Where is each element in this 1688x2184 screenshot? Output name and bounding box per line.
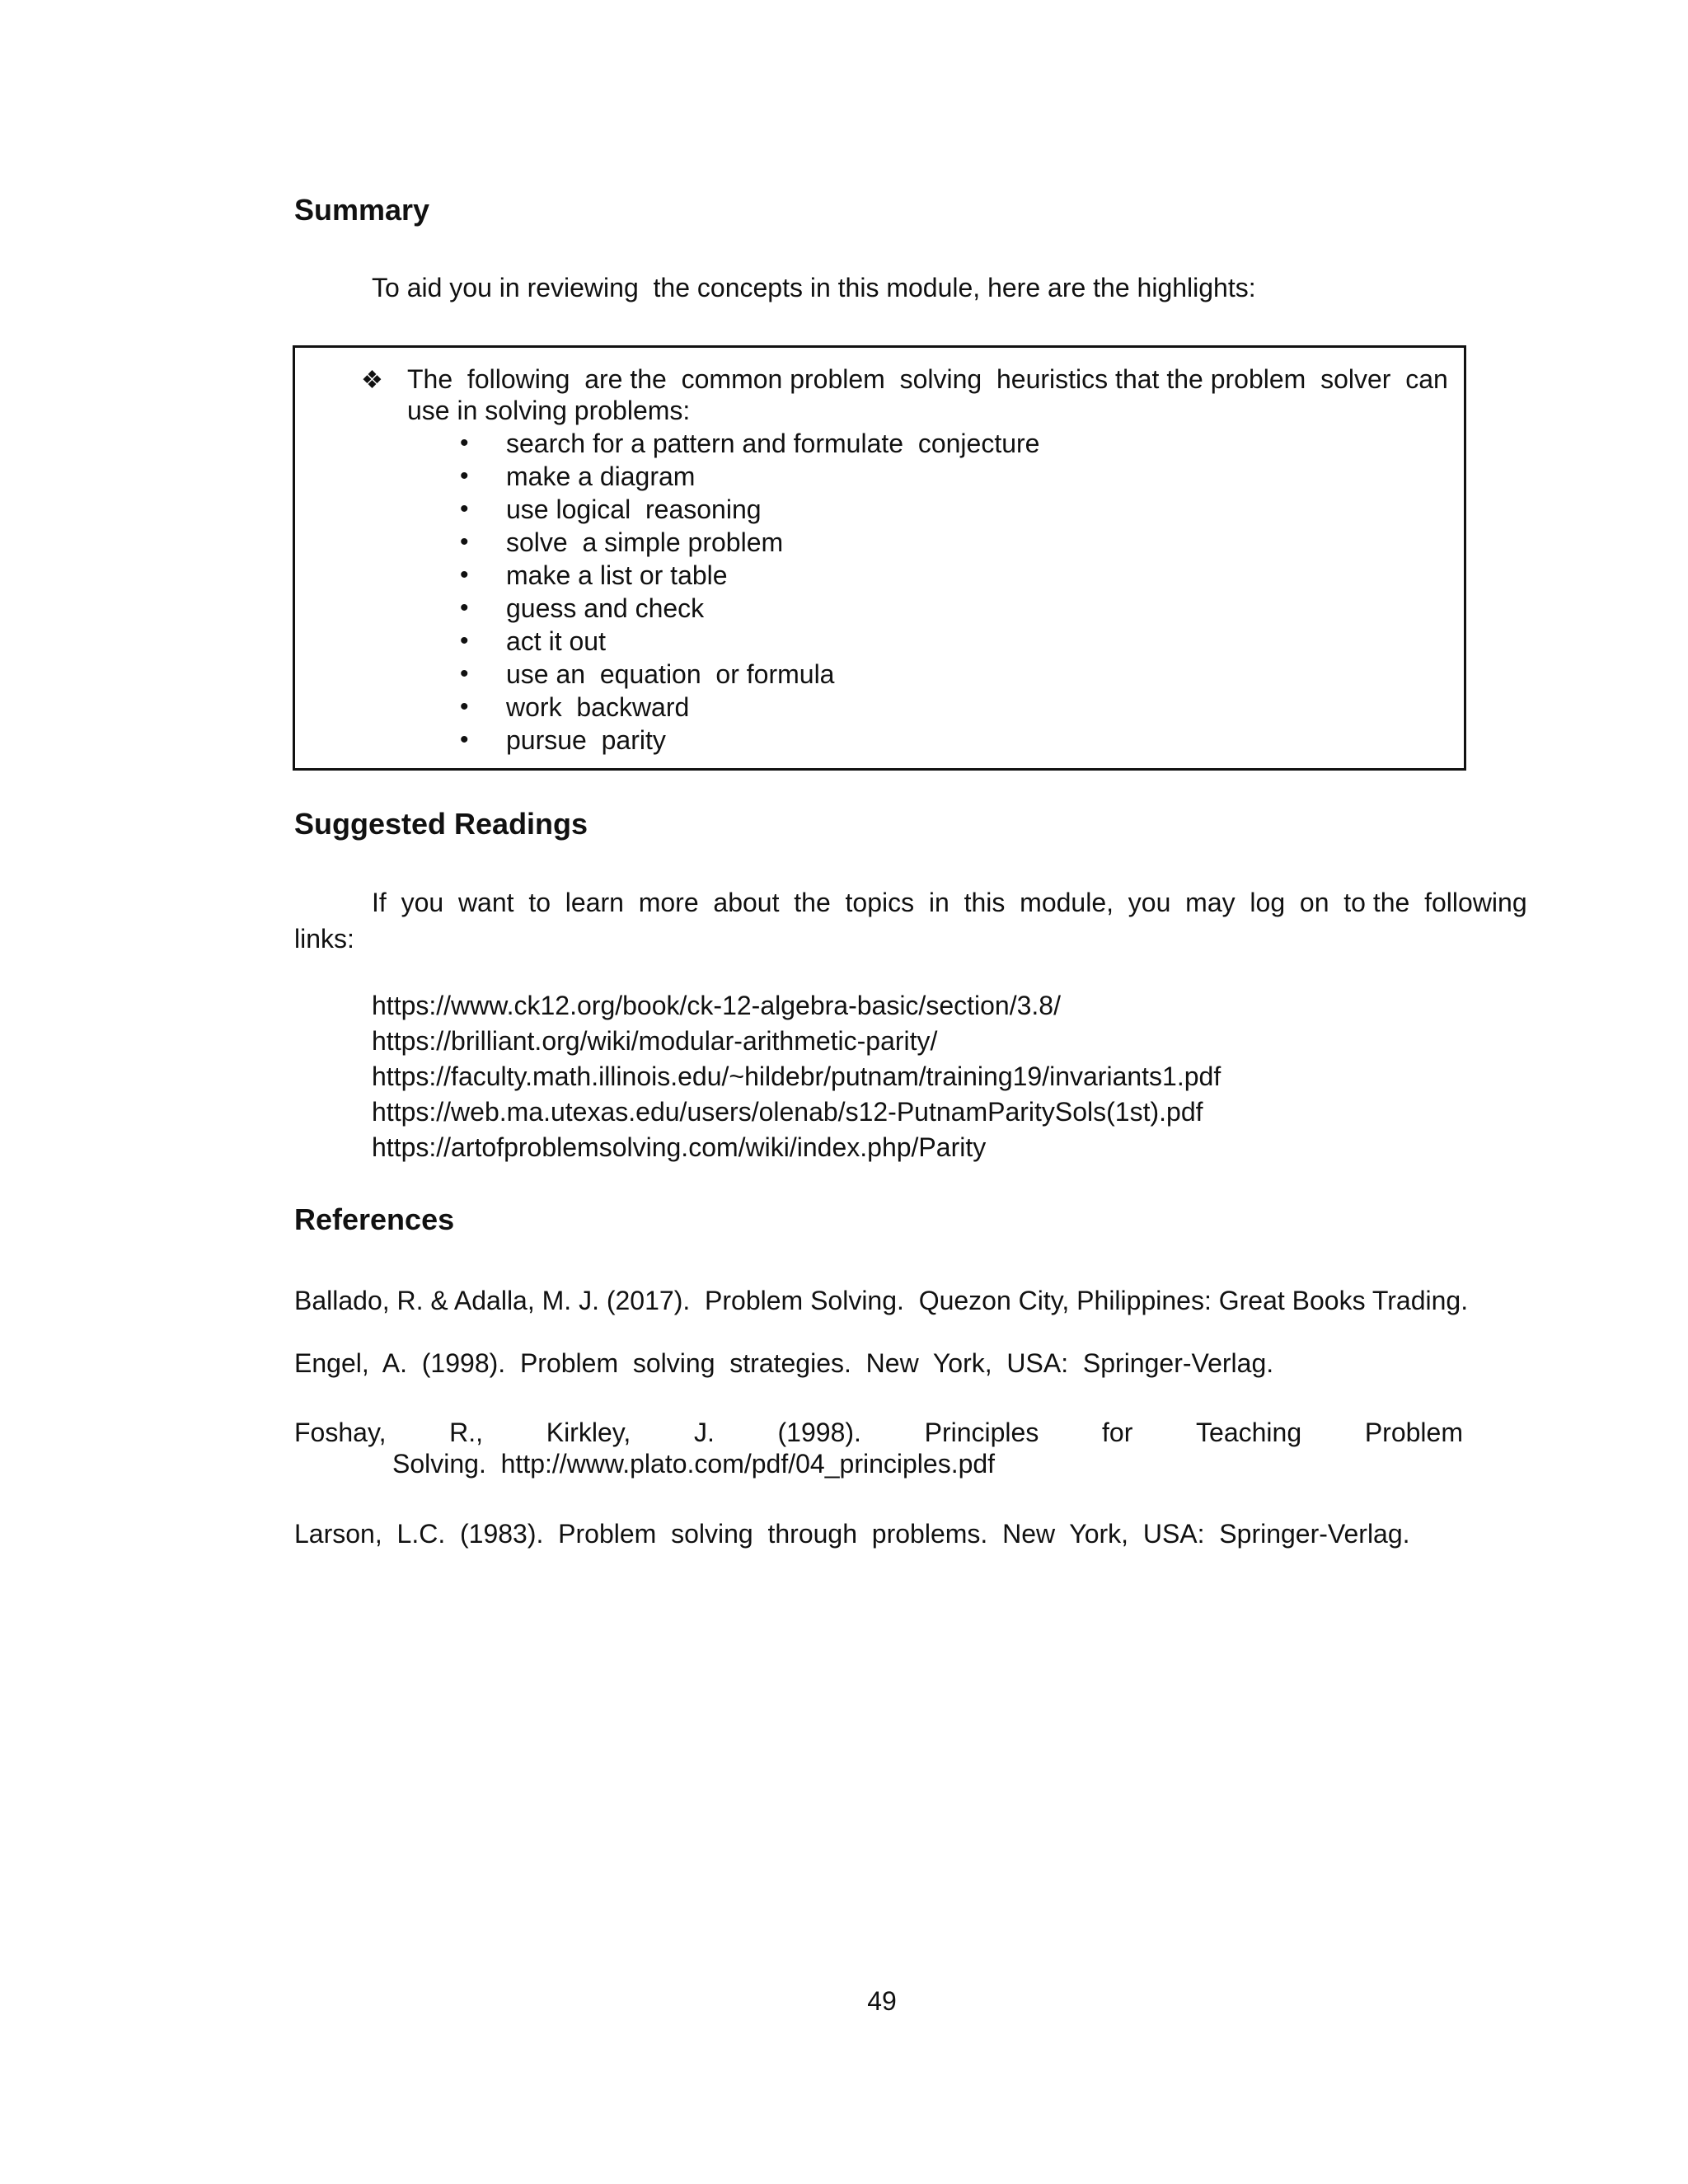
reference-foshay-word: Problem <box>1364 1418 1463 1447</box>
reference-foshay-word: R., <box>449 1418 484 1447</box>
list-item: • use logical reasoning <box>460 494 762 524</box>
bullet-dot-icon: • <box>460 495 469 523</box>
bullet-dot-icon: • <box>460 429 469 457</box>
list-item: • make a diagram <box>460 462 696 491</box>
list-item: • pursue parity <box>460 725 666 755</box>
summary-intro: To aid you in reviewing the concepts in this module, here are the highlights: <box>372 273 1256 302</box>
reference-ballado: Ballado, R. & Adalla, M. J. (2017). Problem Solving. Quezon City, Philippines: Great Books Trading. <box>294 1286 1469 1315</box>
highlights-box <box>293 345 1466 771</box>
reading-link[interactable]: https://web.ma.utexas.edu/users/olenab/s12-PutnamParitySols(1st).pdf <box>372 1097 1203 1127</box>
bullet-dot-icon: • <box>460 627 469 654</box>
list-item: • make a list or table <box>460 560 728 590</box>
list-item: • act it out <box>460 626 606 656</box>
reference-foshay-word: for <box>1102 1418 1133 1447</box>
page-number: 49 <box>867 1986 897 2016</box>
reference-engel: Engel, A. (1998). Problem solving strategies. New York, USA: Springer-Verlag. <box>294 1348 1274 1378</box>
bullet-dot-icon: • <box>460 462 469 490</box>
references-heading: References <box>294 1202 455 1236</box>
list-item: • guess and check <box>460 593 705 623</box>
reference-foshay-word: Principles <box>924 1418 1039 1447</box>
summary-heading: Summary <box>294 193 430 227</box>
readings-intro-line1: If you want to learn more about the topics in this module, you may log on to the following <box>372 888 1527 917</box>
readings-links <box>372 988 1221 1165</box>
bullet-dot-icon: • <box>460 561 469 588</box>
bullet-dot-icon: • <box>460 594 469 621</box>
reference-foshay-continuation: Solving. http://www.plato.com/pdf/04_principles.pdf <box>392 1449 996 1479</box>
list-item: • solve a simple problem <box>460 527 784 557</box>
reference-foshay-word: Teaching <box>1196 1418 1302 1447</box>
list-item: • work backward <box>460 692 690 722</box>
bullet-dot-icon: • <box>460 528 469 555</box>
list-item: • search for a pattern and formulate conjecture <box>460 429 1040 458</box>
reading-link[interactable]: https://artofproblemsolving.com/wiki/index.php/Parity <box>372 1132 987 1162</box>
reference-foshay <box>294 1416 1463 1449</box>
readings-heading: Suggested Readings <box>294 807 588 841</box>
bullet-dot-icon: • <box>460 726 469 753</box>
list-item: • use an equation or formula <box>460 659 835 689</box>
reference-foshay-word: (1998). <box>777 1418 861 1447</box>
reference-larson: Larson, L.C. (1983). Problem solving through problems. New York, USA: Springer-Verlag. <box>294 1519 1410 1549</box>
highlights-lead-line2: use in solving problems: <box>407 396 691 425</box>
reference-foshay-word: J. <box>693 1418 715 1447</box>
bullet-dot-icon: • <box>460 693 469 720</box>
reading-link[interactable]: https://faculty.math.illinois.edu/~hildebr/putnam/training19/invariants1.pdf <box>372 1062 1221 1091</box>
readings-intro-line2: links: <box>294 924 354 954</box>
heuristics-list <box>460 427 1039 757</box>
diamond-four-icon: ❖ <box>361 367 383 394</box>
reference-foshay-word: Foshay, <box>294 1418 387 1447</box>
reading-link[interactable]: https://www.ck12.org/book/ck-12-algebra-basic/section/3.8/ <box>372 991 1061 1020</box>
reference-foshay-word: Kirkley, <box>546 1418 631 1447</box>
bullet-dot-icon: • <box>460 660 469 687</box>
reading-link[interactable]: https://brilliant.org/wiki/modular-arithmetic-parity/ <box>372 1026 938 1056</box>
highlights-lead-line1: The following are the common problem solving heuristics that the problem solver can <box>407 364 1448 394</box>
